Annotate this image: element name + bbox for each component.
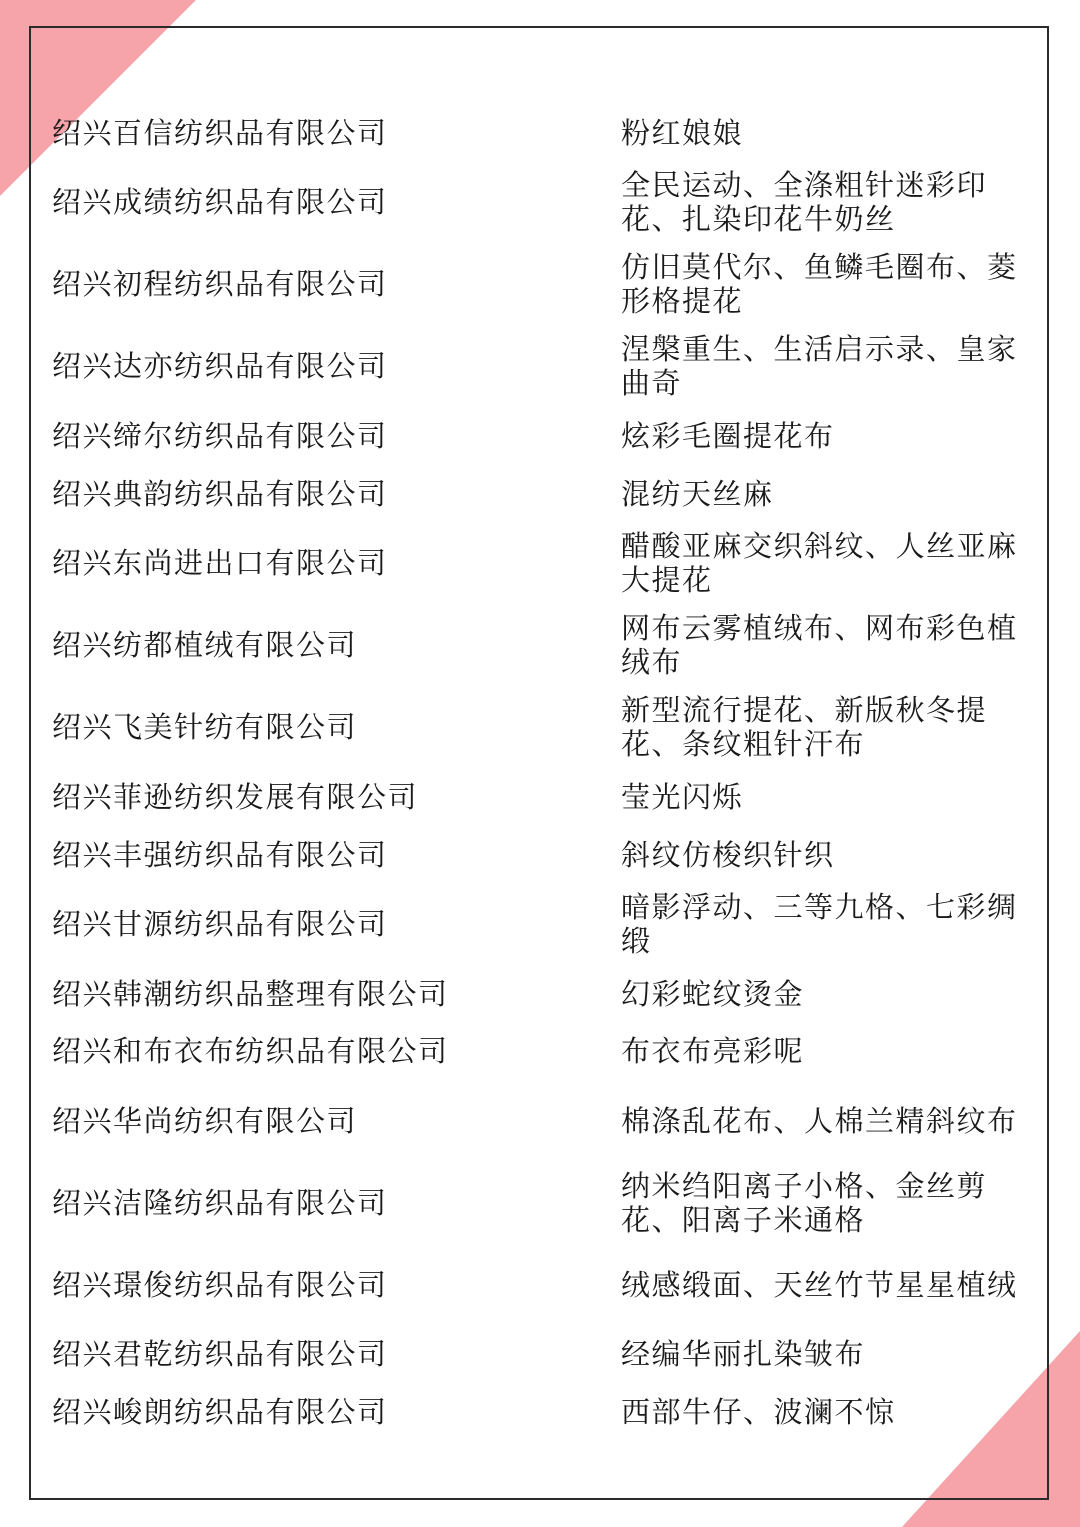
- list-row: [52, 691, 1032, 763]
- product-name: 幻彩蛇纹烫金: [621, 977, 805, 1011]
- company-name: 绍兴华尚纺织有限公司: [52, 1104, 358, 1138]
- list-row: [52, 466, 1032, 522]
- company-name: 绍兴典韵纺织品有限公司: [52, 477, 388, 511]
- product-name: 醋酸亚麻交织斜纹、人丝亚麻大提花: [621, 529, 1018, 597]
- list-row: [52, 527, 1032, 599]
- product-name: 混纺天丝麻: [621, 477, 774, 511]
- product-name: 斜纹仿梭织针织: [621, 838, 835, 872]
- list-row: [52, 888, 1032, 960]
- company-name: 绍兴纺都植绒有限公司: [52, 628, 358, 662]
- company-name: 绍兴百信纺织品有限公司: [52, 116, 388, 150]
- company-name: 绍兴峻朗纺织品有限公司: [52, 1395, 388, 1429]
- company-name: 绍兴君乾纺织品有限公司: [52, 1337, 388, 1371]
- company-name: 绍兴飞美针纺有限公司: [52, 710, 358, 744]
- list-row: [52, 1257, 1032, 1313]
- list-row: [52, 248, 1032, 320]
- list-row: [52, 769, 1032, 825]
- product-name: 西部牛仔、波澜不惊: [621, 1395, 896, 1429]
- product-name: 网布云雾植绒布、网布彩色植绒布: [621, 611, 1018, 679]
- company-name: 绍兴璟俊纺织品有限公司: [52, 1268, 388, 1302]
- product-name: 布衣布亮彩呢: [621, 1034, 805, 1068]
- product-name: 粉红娘娘: [621, 116, 744, 150]
- product-name: 棉涤乱花布、人棉兰精斜纹布: [621, 1104, 1018, 1138]
- company-name: 绍兴菲逊纺织发展有限公司: [52, 780, 419, 814]
- list-row: [52, 1167, 1032, 1239]
- product-name: 炫彩毛圈提花布: [621, 419, 835, 453]
- list-row: [52, 1093, 1032, 1149]
- list-row: [52, 330, 1032, 402]
- list-row: [52, 408, 1032, 464]
- product-name: 涅槃重生、生活启示录、皇家曲奇: [621, 332, 1018, 400]
- product-name: 纳米绉阳离子小格、金丝剪花、阳离子米通格: [621, 1169, 988, 1237]
- product-name: 仿旧莫代尔、鱼鳞毛圈布、菱形格提花: [621, 250, 1018, 318]
- product-name: 莹光闪烁: [621, 780, 744, 814]
- list-row: [52, 1326, 1032, 1382]
- list-row: [52, 1384, 1032, 1440]
- company-name: 绍兴韩潮纺织品整理有限公司: [52, 977, 449, 1011]
- product-name: 新型流行提花、新版秋冬提花、条纹粗针汗布: [621, 693, 988, 761]
- company-name: 绍兴和布衣布纺织品有限公司: [52, 1034, 449, 1068]
- list-row: [52, 966, 1032, 1022]
- product-name: 暗影浮动、三等九格、七彩绸缎: [621, 890, 1018, 958]
- list-row: [52, 827, 1032, 883]
- company-name: 绍兴丰强纺织品有限公司: [52, 838, 388, 872]
- list-row: [52, 100, 1032, 166]
- company-name: 绍兴达亦纺织品有限公司: [52, 349, 388, 383]
- company-name: 绍兴东尚进出口有限公司: [52, 546, 388, 580]
- list-row: [52, 166, 1032, 238]
- company-name: 绍兴洁隆纺织品有限公司: [52, 1186, 388, 1220]
- product-name: 绒感缎面、天丝竹节星星植绒: [621, 1268, 1018, 1302]
- company-name: 绍兴初程纺织品有限公司: [52, 267, 388, 301]
- product-name: 全民运动、全涤粗针迷彩印花、扎染印花牛奶丝: [621, 168, 988, 236]
- list-row: [52, 1023, 1032, 1079]
- list-row: [52, 609, 1032, 681]
- product-name: 经编华丽扎染皱布: [621, 1337, 866, 1371]
- company-name: 绍兴甘源纺织品有限公司: [52, 907, 388, 941]
- company-name: 绍兴缔尔纺织品有限公司: [52, 419, 388, 453]
- company-name: 绍兴成绩纺织品有限公司: [52, 185, 388, 219]
